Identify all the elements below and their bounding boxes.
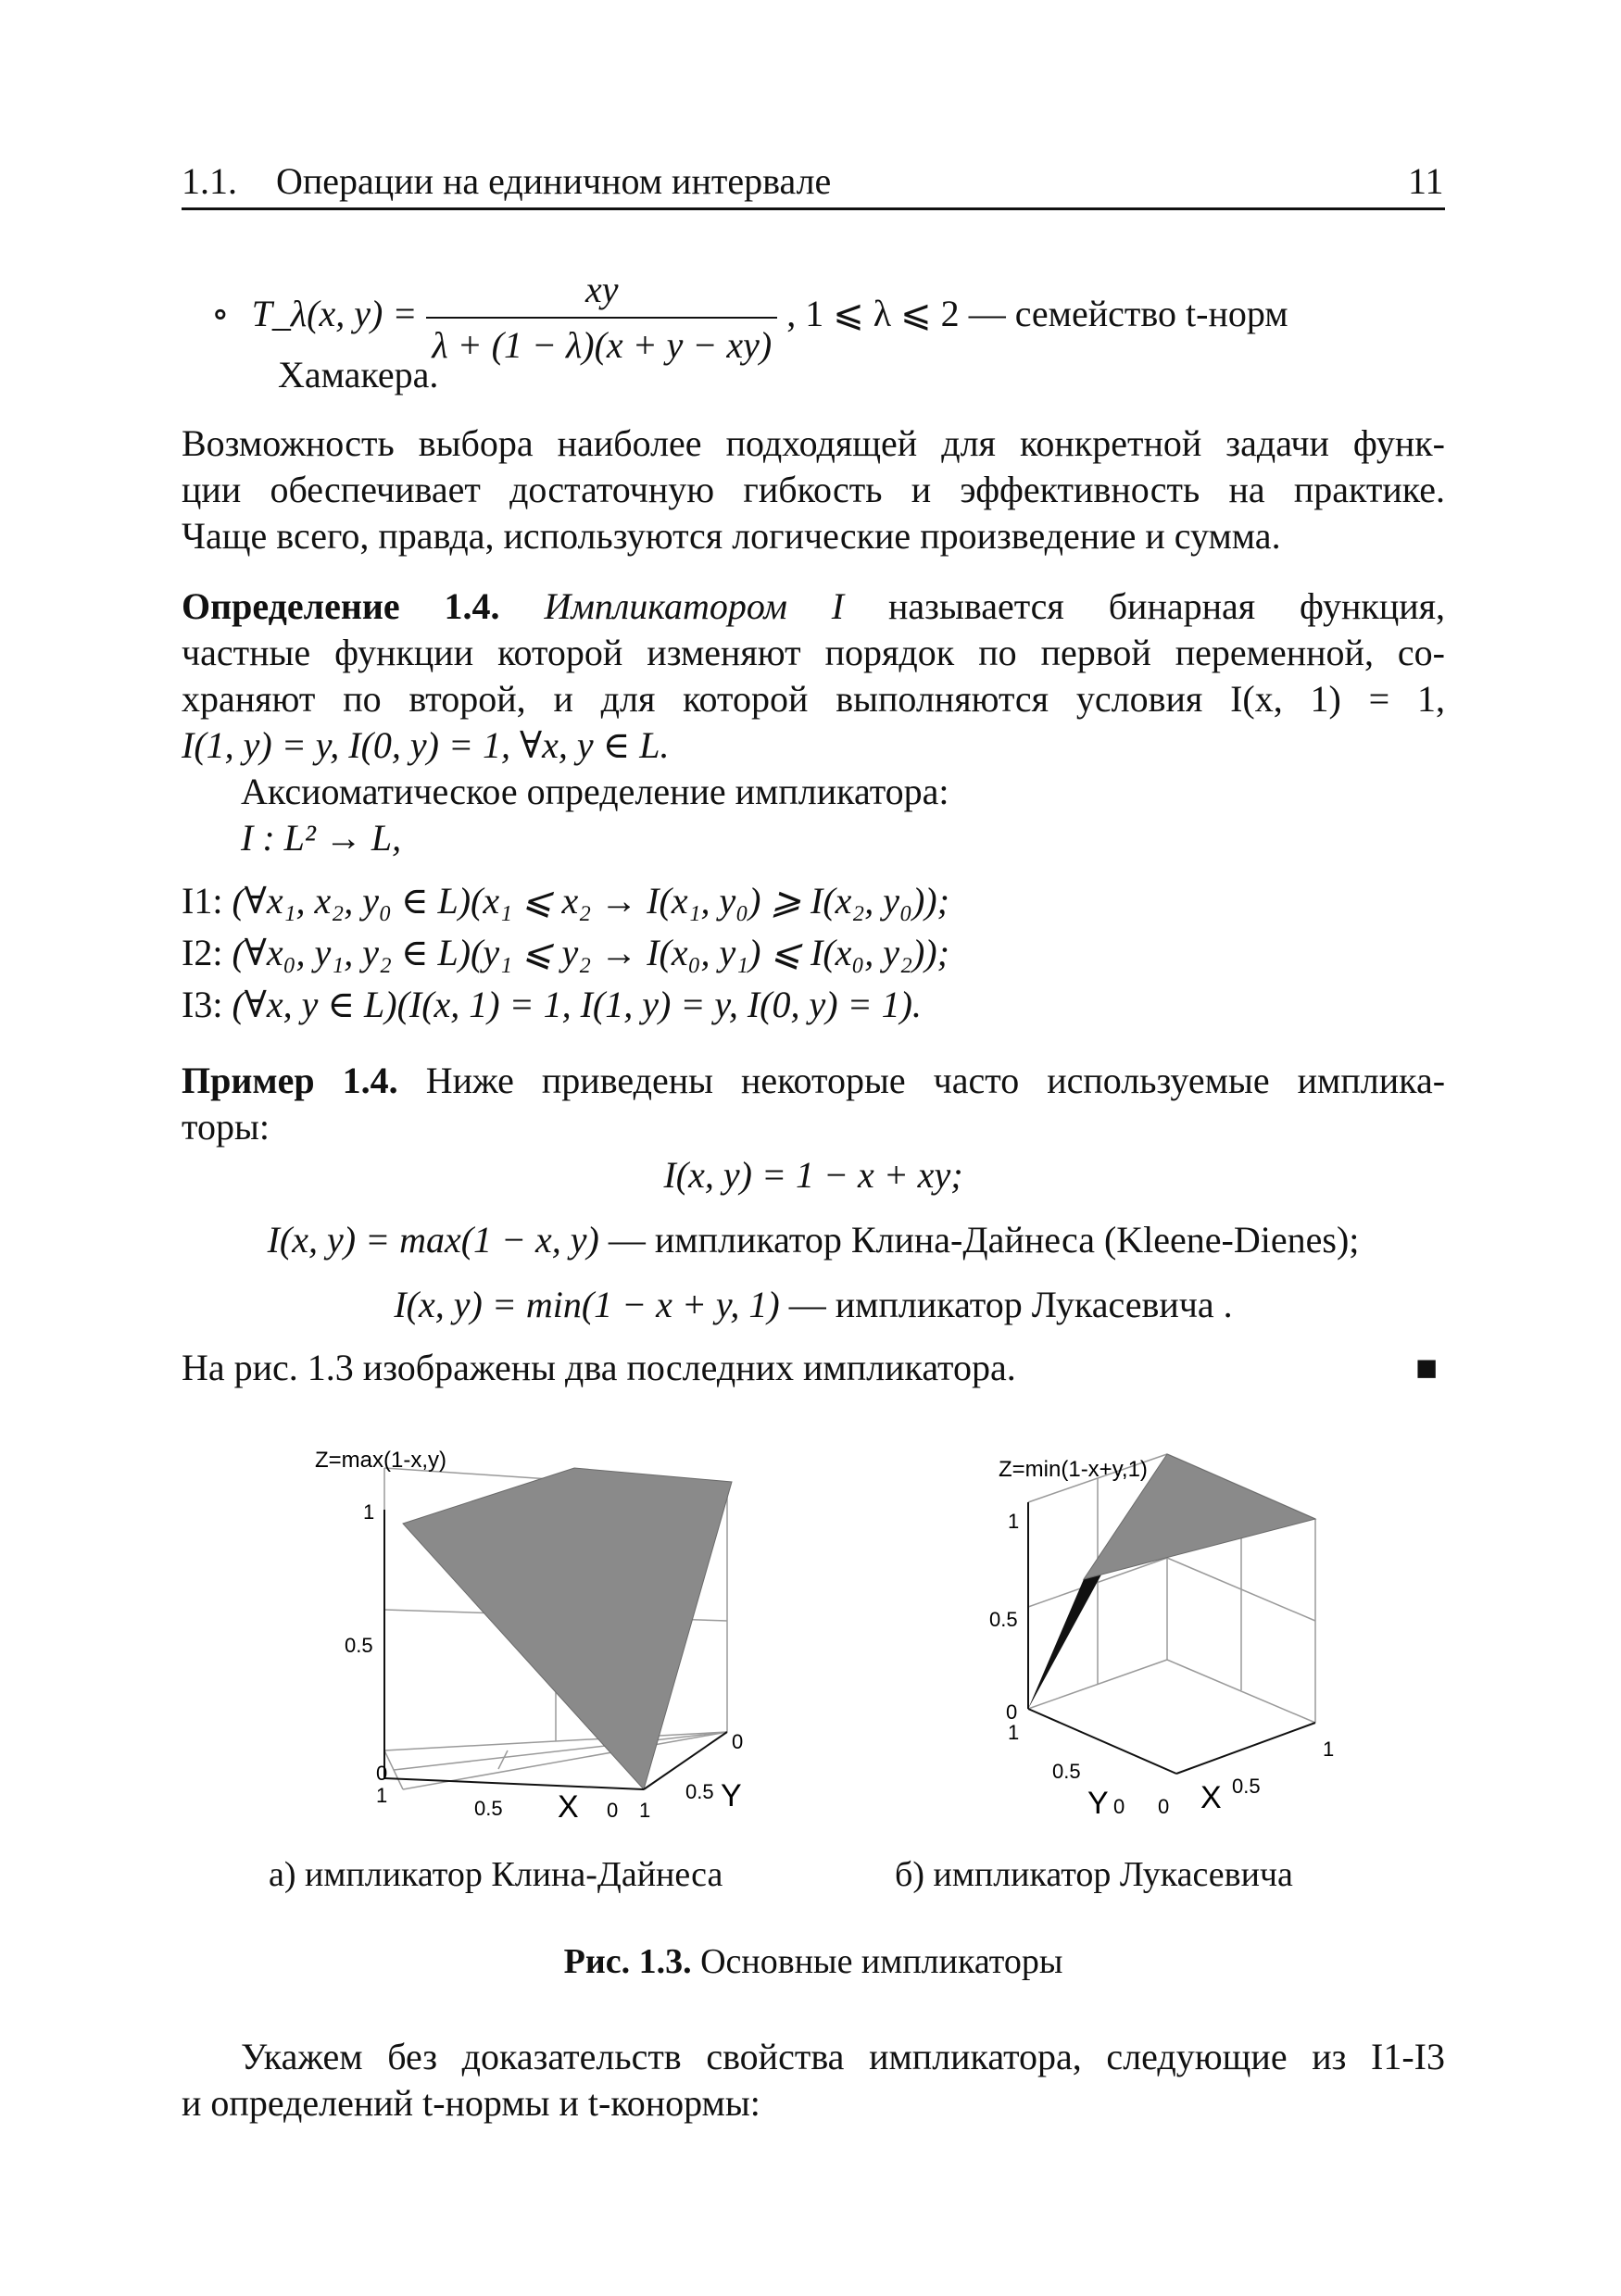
hamacher-range: , 1 ⩽ λ ⩽ 2: [786, 293, 960, 335]
paragraph-1: [182, 420, 1445, 559]
paragraph-line: ции обеспечивает достаточную гибкость и эффективность на практике.: [182, 469, 1445, 510]
axiom-id: I1:: [182, 880, 223, 922]
formula-3-math: I(x, y) = min(1 − x + y, 1): [394, 1284, 780, 1325]
axiom-id: I2:: [182, 932, 223, 973]
x-tick: 0: [607, 1799, 619, 1822]
qed-mark: ■: [1415, 1347, 1439, 1388]
formula-2-math: I(x, y) = max(1 − x, y): [267, 1219, 599, 1261]
x-tick: 1: [376, 1784, 388, 1807]
z-tick: 0.5: [989, 1608, 1018, 1631]
axiom-text: (∀x, y ∈ L)(I(x, 1) = 1, I(1, y) = y, I(0, y) = 1).: [232, 984, 922, 1025]
y-tick: 1: [1008, 1721, 1020, 1744]
paragraph-line: Чаще всего, правда, используются логические произведение и сумма.: [182, 515, 1281, 557]
axiom-id: I3:: [182, 984, 223, 1025]
y-axis-label: Y: [721, 1778, 742, 1813]
axiomatic-intro: Аксиоматическое определение импликатора:: [241, 771, 949, 812]
running-title: Операции на единичном интервале: [276, 160, 832, 202]
figure-caption: [182, 1941, 1445, 1982]
definition-term: Импликатором I: [544, 585, 845, 627]
formula-2-text: — импликатор Клина-Дайнеса (Kleene-Dienes);: [608, 1219, 1360, 1261]
y-tick: 0: [1113, 1795, 1125, 1818]
z-tick: 0: [1006, 1700, 1018, 1724]
example-text: Ниже приведены некоторые часто используемые имплика-: [425, 1060, 1446, 1101]
x-tick: 0.5: [1232, 1775, 1261, 1798]
axioms-list: [182, 878, 1445, 1028]
x-tick: 0.5: [474, 1797, 503, 1820]
mapping: I : L² → L,: [241, 817, 402, 859]
hamacher-fraction: [426, 267, 777, 369]
axiom-row: [182, 930, 1445, 976]
bullet: ∘: [211, 293, 230, 335]
hamacher-lhs: T_λ(x, y) =: [251, 293, 418, 335]
formula-2: [182, 1217, 1445, 1263]
z-tick: 0.5: [345, 1634, 373, 1657]
paragraph-2: [182, 2034, 1445, 2127]
page-number: 11: [1408, 160, 1444, 202]
y-tick: 0.5: [1052, 1760, 1081, 1783]
section-number: 1.1.: [182, 160, 237, 202]
y-tick: 1: [639, 1799, 651, 1822]
formula-1: I(x, y) = 1 − x + xy;: [663, 1154, 963, 1196]
figure-label: Рис. 1.3.: [563, 1942, 692, 1981]
formula-3-text: — импликатор Лукасевича .: [788, 1284, 1233, 1325]
definition-line: I(1, y) = y, I(0, y) = 1, ∀x, y ∈ L.: [182, 724, 670, 766]
plot-title: Z=min(1-x+y,1): [999, 1457, 1148, 1482]
hamacher-desc: семейство t-норм: [1014, 293, 1288, 335]
x-axis-label: X: [558, 1789, 579, 1825]
definition-line: храняют по второй, и для которой выполняются условия I(x, 1) = 1,: [182, 678, 1445, 720]
definition-text: называется бинарная функция,: [888, 585, 1446, 627]
definition-line: [182, 583, 1445, 630]
x-tick: 1: [1323, 1738, 1335, 1761]
y-tick: 0.5: [685, 1780, 714, 1803]
subcaption-right: б) импликатор Лукасевича: [895, 1855, 1293, 1894]
axiom-text: (∀x₁, x₂, y₀ ∈ L)(x₁ ⩽ x₂ → I(x₁, y₀) ⩾ I(x₂, y₀));: [232, 880, 949, 922]
definition-block: [182, 583, 1445, 861]
hamacher-desc-cont: Хамакера.: [278, 354, 439, 395]
example-line: торы:: [182, 1106, 270, 1148]
axiom-row: [182, 878, 1445, 924]
x-tick: 0: [1158, 1795, 1170, 1818]
paragraph-line: Возможность выбора наиболее подходящей для конкретной задачи функ-: [182, 422, 1445, 464]
z-tick: 1: [363, 1500, 375, 1524]
plot-title: Z=max(1-x,y): [315, 1448, 447, 1473]
definition-label: Определение 1.4.: [182, 585, 500, 627]
axiom-row: [182, 982, 1445, 1028]
subcaption-left: а) импликатор Клина-Дайнеса: [269, 1855, 723, 1894]
lukasiewicz-plot: [889, 1445, 1371, 1834]
fraction-denominator: λ + (1 − λ)(x + y − xy): [432, 324, 773, 366]
y-tick: 0: [732, 1730, 744, 1753]
example-label: Пример 1.4.: [182, 1060, 398, 1101]
example-line: [182, 1058, 1445, 1104]
dash: —: [968, 293, 1006, 335]
fraction-numerator: xy: [426, 267, 777, 319]
y-axis-label: Y: [1087, 1786, 1109, 1821]
z-tick: 0: [376, 1762, 388, 1785]
figure-title: Основные импликаторы: [700, 1942, 1063, 1981]
formula-3: [182, 1282, 1445, 1328]
header-rule: [182, 207, 1445, 210]
definition-line: частные функции которой изменяют порядок по первой переменной, со-: [182, 632, 1445, 673]
kleene-dienes-plot: [296, 1445, 778, 1834]
axiom-text: (∀x₀, y₁, y₂ ∈ L)(y₁ ⩽ y₂ → I(x₀, y₁) ⩽ I(x₀, y₂));: [232, 932, 949, 973]
x-axis-label: X: [1200, 1780, 1222, 1815]
paragraph-line: и определений t-нормы и t-конормы:: [182, 2082, 760, 2124]
paragraph-line: Укажем без доказательств свойства импликатора, следующие из I1-I3: [241, 2036, 1445, 2077]
z-tick: 1: [1008, 1510, 1020, 1533]
example-closing: На рис. 1.3 изображены два последних импликатора.: [182, 1347, 1016, 1388]
example-block: [182, 1058, 1445, 1150]
